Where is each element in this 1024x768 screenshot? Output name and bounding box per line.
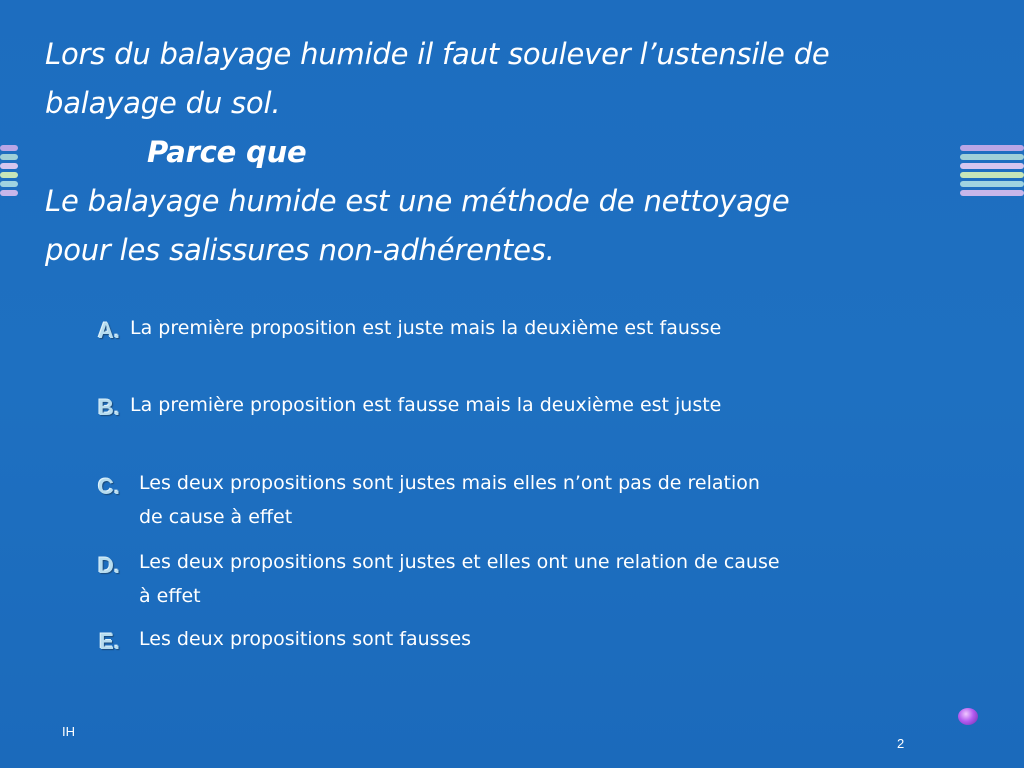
option-d-line-1: Les deux propositions sont justes et elles ont une relation de cause — [139, 551, 780, 573]
question-connector: Parce que — [147, 135, 307, 169]
option-a-letter: A. — [98, 318, 120, 343]
option-e-text — [139, 623, 929, 656]
question-line-4: Le balayage humide est une méthode de nettoyage — [45, 184, 790, 218]
option-b-letter: B. — [98, 395, 120, 420]
option-c-text — [139, 466, 929, 534]
option-e-letter: E. — [99, 629, 120, 654]
option-d-text — [139, 545, 929, 613]
option-b-line-1: La première proposition est fausse mais la deuxième est juste — [130, 394, 722, 416]
option-c-line-2: de cause à effet — [139, 506, 293, 528]
option-e-line-1: Les deux propositions sont fausses — [139, 628, 472, 650]
page-number: 2 — [897, 736, 905, 751]
footer-author: IH — [62, 724, 75, 739]
option-c-line-1: Les deux propositions sont justes mais elles n’ont pas de relation — [139, 472, 760, 494]
option-c-letter: C. — [98, 474, 120, 499]
question-line-2: balayage du sol. — [45, 86, 281, 120]
option-b-text — [130, 389, 930, 422]
option-a-line-1: La première proposition est juste mais la deuxième est fausse — [130, 317, 722, 339]
question-line-5: pour les salissures non-adhérentes. — [45, 233, 555, 267]
option-d-line-2: à effet — [139, 585, 201, 607]
purple-dot-icon — [958, 708, 978, 725]
option-d-letter: D. — [98, 553, 120, 578]
question-line-1: Lors du balayage humide il faut soulever l’ustensile de — [45, 37, 830, 71]
option-a-text — [130, 312, 930, 345]
